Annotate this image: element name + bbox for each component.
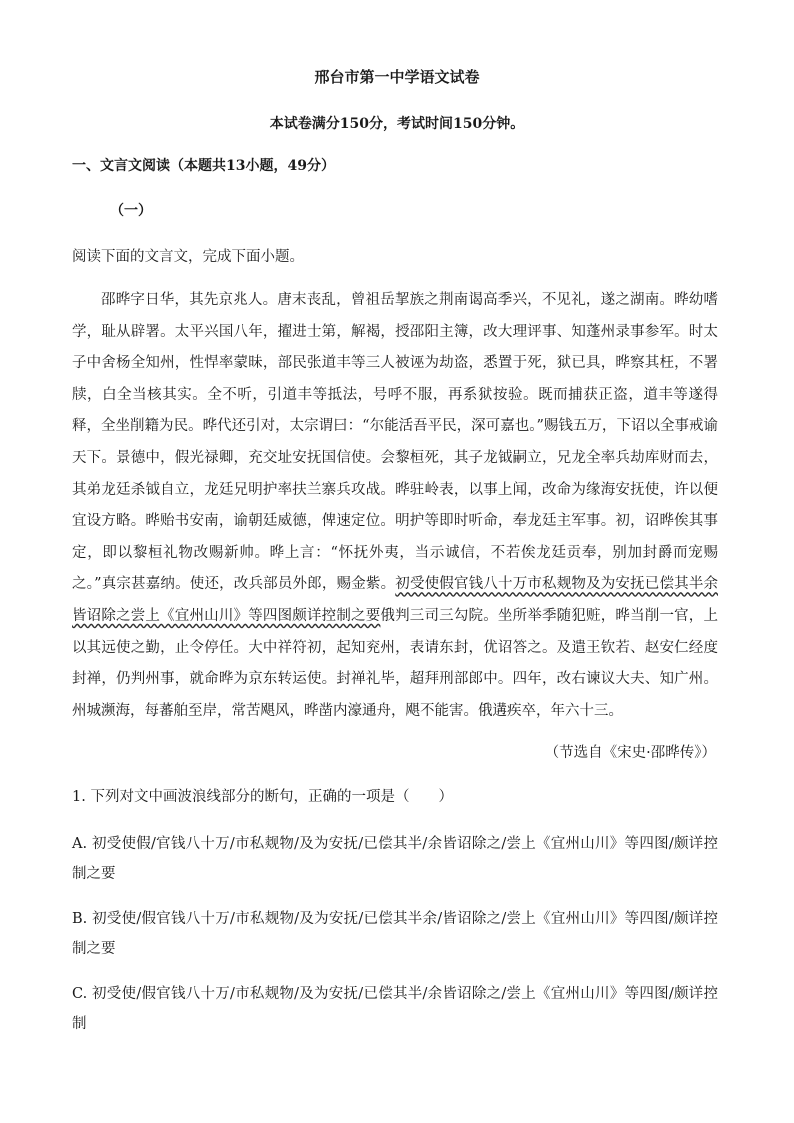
exam-title: 邢台市第一中学语文试卷 xyxy=(314,68,480,86)
subsection-heading: （一） xyxy=(110,203,152,219)
passage-source: （节选自《宋史·邵晔传》） xyxy=(544,745,716,761)
wavy-underlined-text: 初受使假官钱八十万市私觌物及为安抚已偿其半余皆诏除之尝上《宜州山川》等四图颇详控制之要 xyxy=(72,576,718,624)
exam-subtitle: 本试卷满分150分，考试时间150分钟。 xyxy=(269,116,525,132)
passage-text-part1: 邵晔字日华，其先京兆人。唐末丧乱，曾祖岳挈族之荆南谒高季兴，不见礼，遂之湖南。晔幼嗜学，耻从辟署。太平兴国八年，擢进士第，解褐，授邵阳主簿，改大理评事、知蓬州录事参军。时太子中舍杨全知州，性悍率蒙昧，部民张道丰等三人被诬为劫盗，悉置于死，狱已具，晔察其枉，不署牍，白全当核其实。全不听，引道丰等抵法，号呼不服，再系狱按验。既而捕获正盗，道丰等遂得释，全坐削籍为民。晔代还引对，太宗谓曰：“尔能活吾平民，深可嘉也。”赐钱五万，下诏以全事戒谕天下。景德中，假光禄卿，充交址安抚国信使。会黎桓死，其子龙钺嗣立，兄龙全率兵劫库财而去，其弟龙廷杀钺自立，龙廷兄明护率扶兰寨兵攻战。晔驻岭表，以事上闻，改命为缘海安抚使，许以便宜设方略。晔贻书安南，谕朝廷威德，俾速定位。明护等即时听命，奉龙廷主军事。初，诏晔俟其事定，即以黎桓礼物改赐新帅。晔上言：“怀抚外夷，当示诚信，不若俟龙廷贡奉，别加封爵而宠赐之。”真宗甚嘉纳。使还，改兵部员外郎，赐金紫。 xyxy=(72,292,718,593)
classical-passage xyxy=(72,285,718,727)
passage-text-part2: 俄判三司三勾院。坐所举季随犯赃，晔当削一官，上以其远使之勤，止令停任。大中祥符初，起知兖州，表请东封，优诏答之。及遣王钦若、赵安仁经度封禅，仍判州事，就命晔为京东转运使。封禅礼毕，超拜刑部郎中。四年，改右谏议大夫、知广州。州城濒海，每蕃舶至岸，常苦飓风，晔凿内濠通舟，飓不能害。俄遘疾卒，年六十三。 xyxy=(72,607,718,719)
section-heading: 一、文言文阅读（本题共13小题，49分） xyxy=(72,158,335,174)
question-1: 1. 下列对文中画波浪线部分的断句，正确的一项是（ ） xyxy=(72,789,453,805)
option-a: A. 初受使假/官钱八十万/市私觌物/及为安抚/已偿其半/余皆诏除之/尝上《宜州山川》等四图/颇详控制之要 xyxy=(72,836,718,882)
reading-instruction: 阅读下面的文言文，完成下面小题。 xyxy=(72,249,304,265)
option-b: B. 初受使/假官钱八十万/市私觌物/及为安抚/已偿其半余/皆诏除之/尝上《宜州山川》等四图/颇详控制之要 xyxy=(72,911,718,957)
option-c: C. 初受使/假官钱八十万/市私觌物/及为安抚/已偿其半/余皆诏除之/尝上《宜州山川》等四图/颇详控制 xyxy=(72,986,718,1032)
